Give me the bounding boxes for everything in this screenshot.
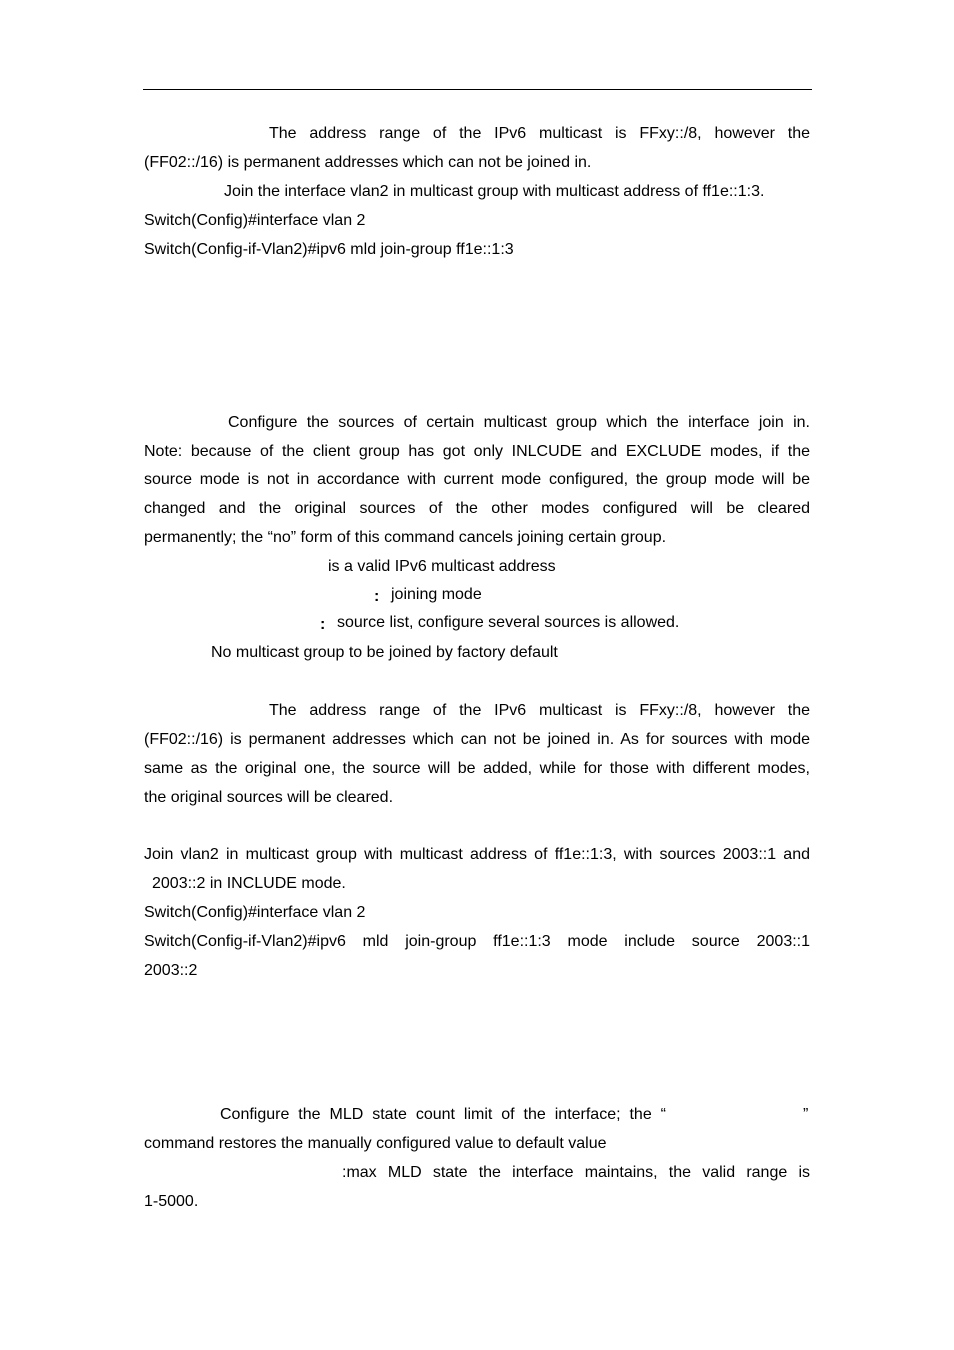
usage-guide-line-1: The address range of the IPv6 multicast is FFxy::/8, however the — [269, 125, 810, 142]
example-2-description-line-1: Join vlan2 in multicast group with multicast address of ff1e::1:3, with sources 2003::1 and — [144, 846, 810, 863]
example-command-2: Switch(Config-if-Vlan2)#ipv6 mld join-group ff1e::1:3 — [144, 241, 514, 258]
parameter-mode-description: joining mode — [391, 586, 482, 603]
parameter-source-description: source list, configure several sources is allowed. — [337, 614, 680, 631]
function-3-line-2: command restores the manually configured value to default value — [144, 1135, 607, 1152]
example-command-1: Switch(Config)#interface vlan 2 — [144, 212, 366, 229]
default-description: No multicast group to be joined by factory default — [211, 644, 558, 661]
header-rule — [143, 89, 812, 90]
function-line-4: changed and the original sources of the other modes configured will be cleared — [144, 500, 810, 517]
example-description: Join the interface vlan2 in multicast group with multicast address of ff1e::1:3. — [224, 183, 765, 200]
function-line-5: permanently; the “no” form of this command cancels joining certain group. — [144, 529, 667, 546]
usage-guide-2-line-4: the original sources will be cleared. — [144, 789, 394, 806]
function-3-close-quote: ” — [803, 1106, 809, 1123]
function-line-2: Note: because of the client group has got only INLCUDE and EXCLUDE modes, if the — [144, 443, 810, 460]
parameter-limit-description: :max MLD state the interface maintains, the valid range is — [342, 1164, 810, 1181]
parameter-group-description: is a valid IPv6 multicast address — [328, 558, 556, 575]
usage-guide-2-line-3: same as the original one, the source will be added, while for those with different modes, — [144, 760, 810, 777]
parameter-mode-colon: : — [374, 588, 380, 605]
usage-guide-2-line-1: The address range of the IPv6 multicast is FFxy::/8, however the — [269, 702, 810, 719]
example-2-description-line-2: 2003::2 in INCLUDE mode. — [152, 875, 346, 892]
parameter-source-colon: : — [320, 616, 326, 633]
example-2-command-2: Switch(Config-if-Vlan2)#ipv6 mld join-group ff1e::1:3 mode include source 2003::1 — [144, 933, 810, 950]
function-line-1: Configure the sources of certain multicast group which the interface join in. — [228, 414, 810, 431]
function-3-line-1: Configure the MLD state count limit of the interface; the “ — [220, 1106, 666, 1123]
function-line-3: source mode is not in accordance with current mode configured, the group mode will be — [144, 471, 810, 488]
example-2-command-2-cont: 2003::2 — [144, 962, 198, 979]
usage-guide-line-2: (FF02::/16) is permanent addresses which can not be joined in. — [144, 154, 592, 171]
parameter-limit-range: 1-5000. — [144, 1193, 199, 1210]
example-2-command-1: Switch(Config)#interface vlan 2 — [144, 904, 366, 921]
usage-guide-2-line-2: (FF02::/16) is permanent addresses which can not be joined in. As for sources with mode — [144, 731, 810, 748]
